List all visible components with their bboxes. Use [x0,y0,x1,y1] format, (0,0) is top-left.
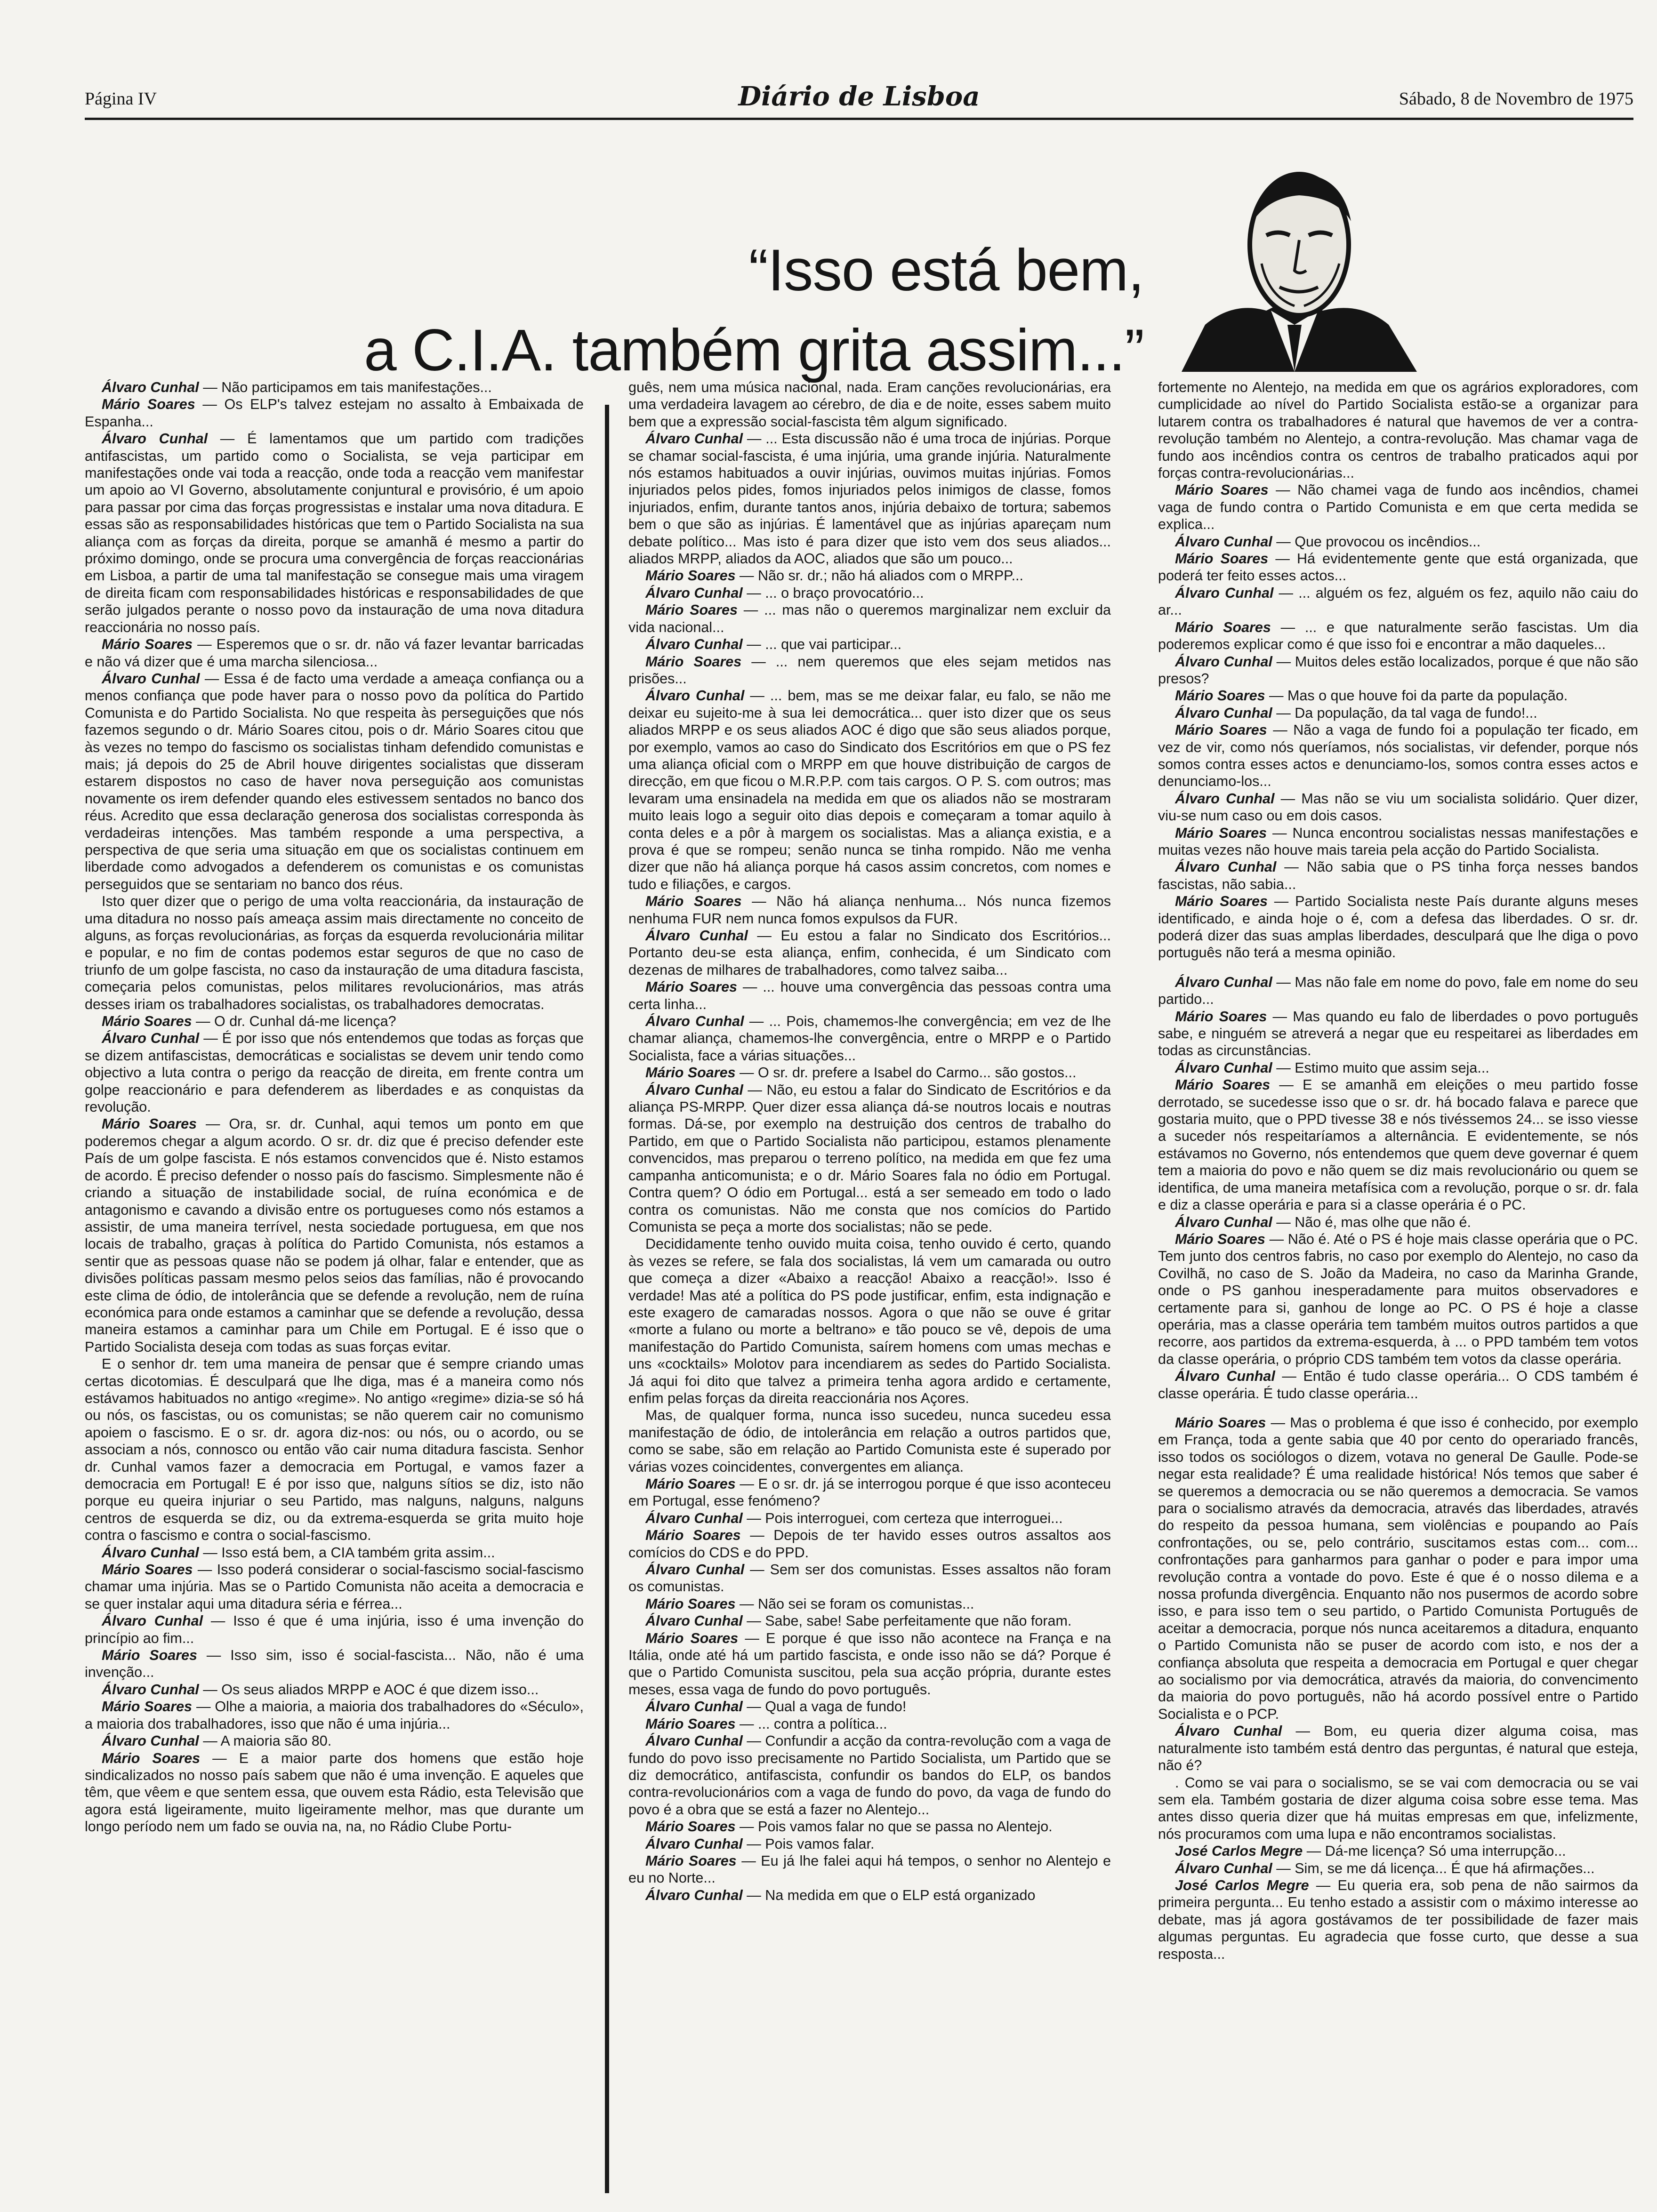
speaker-name: Álvaro Cunhal [102,1733,199,1749]
speaker-name: Álvaro Cunhal [102,1544,199,1561]
dialogue-paragraph: Álvaro Cunhal — Os seus aliados MRPP e AOC é que dizem isso... [102,1681,539,1698]
speaker-name: Mário Soares [645,568,736,584]
newspaper-title: Diário de Lisboa [738,81,980,112]
article-column-1 [85,379,584,2205]
dialogue-paragraph: Mário Soares — Esperemos que o sr. dr. não vá fazer levantar barricadas e não vá dizer que é uma marcha silenciosa... [85,636,584,670]
headline-line-2: a C.I.A. também grita assim...” [364,318,1144,383]
speech-text: Não sr. dr.; não há aliados com o MRPP... [758,568,1023,584]
speaker-name: Álvaro Cunhal [645,1699,743,1715]
dialogue-paragraph [628,379,1111,430]
speaker-name: Álvaro Cunhal [1175,1723,1282,1739]
dialogue-paragraph: Mário Soares — Partido Socialista neste País durante alguns meses identificado, e ainda hoje o é, com a defesa das liberdades. O sr. dr. poderá dizer das suas amplas liberdades, desculpará que lhe diga o povo português não terá a mesma opinião. [1158,893,1638,961]
dialogue-paragraph: Álvaro Cunhal — Sabe, sabe! Sabe perfeitamente que não foram. [645,1613,1072,1629]
speech-text: ... mas não o queremos marginalizar nem excluir da vida nacional... [628,602,1111,635]
speech-text: Mas o que houve foi da parte da população. [1287,688,1568,704]
dialogue-paragraph: Mário Soares — ... nem queremos que eles sejam metidos nas prisões... [628,653,1111,687]
dialogue-paragraph: Mário Soares — Não é. Até o PS é hoje mais classe operária que o PC. Tem junto dos centros fabris, no caso por exemplo do Alentejo, no caso da Covilhã, no caso de S. João da Madeira, no caso da Marinha Grande, onde o PS ganhou inesperadamente para muitos observadores e certamente para si, ganhou de longe ao PC. O PS é hoje a classe operária, mas a classe operária tem também muitos outros partidos a que recorre, aos partidos da extrema-esquerda, à ... o PPD também tem votos da classe operária, o próprio CDS também tem votos da classe operária. [1158,1231,1638,1367]
speaker-name: Álvaro Cunhal [102,1030,200,1047]
dialogue-paragraph: Mário Soares — E a maior parte dos homens que estão hoje sindicalizados no nosso país sabem que não é uma invenção. E aqueles que têm, que vêem e que sentem essa, que ouvem esta Rádio, esta Televisão que agora está ligeiramente, muito ligeiramente melhor, mas que durante um longo período nem um fado se ouvia na, na, no Rádio Clube Portu- [85,1750,584,1835]
speaker-name: Mário Soares [1175,619,1271,635]
dialogue-paragraph: Álvaro Cunhal — ... bem, mas se me deixar falar, eu falo, se não me deixar eu sujeito-me à sua lei democrática... quer isto dizer que os seus aliados MRPP e os seus aliados AOC é digo que são seus aliados porque, por exemplo, vamos ao caso do Sindicato dos Escritórios em que o PS fez uma aliança oficial com o MRPP em que houve distribuição de cargos de direcção, em que ficou o M.R.P.P. com tais cargos. O P. S. com outros; mas levaram uma ensinadela na medida em que os aliados não se mostraram muito leais logo a seguir oito dias depois e começaram a tomar aquilo à conta deles e a pôr à margem os socialistas. Mas a aliança existia, e a prova é que se rompeu; senão nunca se tinha rompido. Não me venha dizer que não há aliança porque há casos assim concretos, com nomes e tudo e filiações, e cargos. [628,688,1111,892]
speaker-name: Álvaro Cunhal [1175,585,1274,601]
dialogue-paragraph: Álvaro Cunhal — Pois interroguei, com certeza que interroguei... [645,1510,1063,1526]
speech-text: ... nem queremos que eles sejam metidos nas prisões... [628,653,1111,687]
speech-text: Não a vaga de fundo foi a população ter ficado, em vez de vir, como nós queríamos, nós socialistas, vir defender, porque nós somos contra esses actos e denunciamo-los, somos contra esses actos e denunciamo-los... [1158,722,1638,790]
speech-text: Os ELP's talvez estejam no assalto à Embaixada de Espanha... [85,396,584,430]
dialogue-paragraph: Mário Soares — Os ELP's talvez estejam no assalto à Embaixada de Espanha... [85,396,584,430]
speech-text: Essa é de facto uma verdade a ameaça confiança ou a menos confiança que pode haver para o nosso povo da política do Partido Comunista e do Partido Socialista. No que respeita às perseguições que nós fazemos segundo o dr. Mário Soares citou, pois o dr. Mário Soares citou que às vezes no tempo do fascismo os socialistas tinham defendido comunistas e mais; já depois do 25 de Abril houve dirigentes socialistas que disseram estarem dispostos no caso de haver nova perseguição aos comunistas novamente os irem defender quando eles estivessem sentados no banco dos réus. Acredito que essa declaração generosa dos socialistas corresponda às verdadeiras intenções. Mas também responde a uma perspectiva, a perspectiva de que seria uma situação em que os socialistas continuem em liberdade como advogados a defenderem os comunistas e os comunistas perseguidos que se sentariam no banco dos réus. [85,670,584,892]
dialogue-paragraph: Álvaro Cunhal — Eu estou a falar no Sindicato dos Escritórios... Portanto deu-se esta aliança, enfim, conhecida, é um Sindicato com dezenas de milhares de trabalhadores, como talvez saiba... [628,928,1111,978]
dialogue-paragraph: Mário Soares — Mas o problema é que isso é conhecido, por exemplo em França, toda a gente sabia que 40 por cento do operariado francês, isso todos os sociólogos o dizem, votava no general De Gaulle. Pode-se negar esta realidade? É uma realidade histórica! Nós temos que saber é se queremos a democracia ou se não queremos a democracia. Se vamos para o socialismo através da democracia, através das liberdades, através do respeito da pessoa humana, sem violências e poupando ao País confrontações, ou se, pelo contrário, suscitamos estas com... com... confrontações para ganharmos para ganhar o poder e para impor uma revolução contra a vontade do povo. Este é que é o nosso dilema e a nossa profunda divergência. Enquanto não nos pusermos de acordo sobre isso, e para isso tem o seu partido, o Partido Comunista Português de aceitar a democracia, porque nós nunca aceitaremos a ditadura, enquanto o Partido Comunista não se puser de acordo com isto, e nos der a confiança absoluta que respeita a democracia em Portugal e quer chegar ao socialismo por via democrática, através da maioria, do convencimento da maioria do povo português, não há acordo possível entre o Partido Socialista e o PCP. [1158,1414,1638,1722]
dialogue-paragraph [628,1235,1111,1407]
dialogue-paragraph: Mário Soares — Não sei se foram os comunistas... [645,1595,974,1612]
speaker-name: Álvaro Cunhal [1175,1059,1272,1076]
speech-text: Bom, eu queria dizer alguma coisa, mas naturalmente isto também está dentro das perguntas, é natural que esteja, não é? [1158,1723,1638,1774]
speech-text: O dr. Cunhal dá-me licença? [214,1013,396,1030]
speech-text: Pois vamos falar no que se passa no Alentejo. [758,1819,1053,1835]
speaker-name: Álvaro Cunhal [1175,653,1272,670]
speech-text: É por isso que nós entendemos que todas as forças que se dizem antifascistas, democráticas e socialistas se devem unir tendo como objectivo a luta contra o perigo da reacção de direita, em frente contra um golpe reaccionário e para defenderem as liberdades e as conquistas da revolução. [85,1030,584,1115]
speaker-name: Álvaro Cunhal [645,1887,743,1903]
speaker-name: Mário Soares [1175,893,1268,910]
speaker-name: Mário Soares [645,602,738,618]
speech-text: Isso sim, isso é social-fascista... Não, não é uma invenção... [85,1647,584,1681]
speech-text: Mas o problema é que isso é conhecido, por exemplo em França, toda a gente sabia que 40 por cento do operariado francês, isso todos os sociólogos o dizem, votava no general De Gaulle. Pode-se negar esta realidade? É uma realidade histórica! Nós temos que saber é se queremos a democracia ou se não queremos a democracia. Se vamos para o socialismo através da democracia, através das liberdades, através do respeito da pessoa humana, sem violências e poupando ao País confrontações, ou se, pelo contrário, suscitamos estas com... com... confrontações para ganharmos para ganhar o poder e para impor uma revolução contra a vontade do povo. Este é que é o nosso dilema e a nossa profunda divergência. Enquanto não nos pusermos de acordo sobre isso, e para isso tem o seu partido, o Partido Comunista Português de aceitar a democracia, porque nós nunca aceitaremos a ditadura, enquanto o Partido Comunista não se puser de acordo com isto, e nos der a confiança absoluta que respeita a democracia em Portugal e quer chegar ao socialismo por via democrática, através da maioria, do convencimento da maioria do povo português, não há acordo possível entre o Partido Socialista e o PCP. [1158,1414,1638,1722]
speech-text: Isto quer dizer que o perigo de uma volta reaccionária, da instauração de uma ditadura no nosso país ameaça assim mais directamente no conceito de alguns, as forças revolucionárias, as forças da esquerda revolucionária militar e popular, e no fim de contas podemos estar seguros de que no caso de triunfo de um golpe fascista, no caso da instauração de uma ditadura fascista, começaria pelos comunistas, pelos militares revolucionários, mas atrás desses iriam os trabalhadores socialistas, os trabalhadores democratas. [85,893,584,1012]
speaker-name: Mário Soares [102,396,195,413]
dialogue-paragraph [1158,379,1638,481]
speech-text: Eu queria era, sob pena de não sairmos da primeira pergunta... Eu tenho estado a assistir com o máximo interesse ao debate, mas já agora gostávamos de ter possibilidade de fazer mais algumas perguntas. Eu agradecia que fosse curto, que desse a sua resposta... [1158,1877,1638,1962]
speech-text: Não, eu estou a falar do Sindicato de Escritórios e da aliança PS-MRPP. Quer dizer essa aliança dá-se noutros locais e noutras formas. Dá-se, por exemplo na destruição dos centros de trabalho do Partido, em que o Partido Socialista não participou, estamos plenamente convencidos, mas preparou o terreno político, na medida em que fez uma campanha anticomunista; e o dr. Mário Soares fala no ódio em Portugal. Contra quem? O ódio em Portugal... está a ser semeado em todo o lado contra os comunistas. Não me consta que nos comícios do Partido Comunista se peça a morte dos socialistas; não se pede. [628,1082,1111,1235]
speech-text: . Como se vai para o socialismo, se se vai com democracia ou se vai sem ela. Também gostaria de dizer alguma coisa sobre esse tema. Mas antes disso queria dizer que há muitas empresas em que, infelizmente, nós procuramos com uma lupa e não encontramos socialistas. [1158,1774,1638,1842]
article-column-3 [1158,379,1638,2205]
dialogue-paragraph: Álvaro Cunhal — É por isso que nós entendemos que todas as forças que se dizem antifascistas, democráticas e socialistas se devem unir tendo como objectivo a luta contra o perigo da reacção de direita, em frente contra um golpe reaccionário e para defenderem as liberdades e as conquistas da revolução. [85,1030,584,1115]
article-column-2 [628,379,1111,2205]
dialogue-paragraph: Álvaro Cunhal — ... o braço provocatório... [645,585,924,601]
speech-text: E o sr. dr. já se interrogou porque é que isso aconteceu em Portugal, esse fenómeno? [628,1476,1111,1509]
speech-text: Estimo muito que assim seja... [1295,1059,1489,1076]
speech-text: Olhe a maioria, a maioria dos trabalhadores do «Século», a maioria dos trabalhadores, isso que não é uma injúria... [85,1699,584,1732]
dialogue-paragraph: José Carlos Megre — Eu queria era, sob pena de não sairmos da primeira pergunta... Eu tenho estado a assistir com o máximo interesse ao debate, mas já agora gostávamos de ter possibilidade de fazer mais algumas perguntas. Eu agradecia que fosse curto, que desse a sua resposta... [1158,1877,1638,1962]
speech-text: E a maior parte dos homens que estão hoje sindicalizados no nosso país sabem que não é uma invenção. E aqueles que têm, que vêem e que sentem essa, que ouvem esta Rádio, esta Televisão que agora está ligeiramente, muito ligeiramente melhor, mas que durante um longo período nem um fado se ouvia na, na, no Rádio Clube Portu- [85,1750,584,1835]
speech-text: Na medida em que o ELP está organizado [765,1887,1036,1903]
speech-text: Esperemos que o sr. dr. não vá fazer levantar barricadas e não vá dizer que é uma marcha silenciosa... [85,636,584,670]
speech-text: guês, nem uma música nacional, nada. Eram canções revolucionárias, era uma verdadeira lavagem ao cérebro, de dia e de noite, esses sabem muito bem que a expressão social-fascista têm algum significado. [628,379,1111,430]
dialogue-paragraph: Mário Soares — Ora, sr. dr. Cunhal, aqui temos um ponto em que poderemos chegar a algum acordo. O sr. dr. diz que é preciso defender este País de um golpe fascista. E nós estamos convencidos que é. Nisto estamos de acordo. É preciso defender o nosso país do fascismo. Simplesmente não é criando a situação de instabilidade social, de ruína económica e de antagonismo e cavando a divisão entre os portugueses como nós estamos a assistir, de uma maneira terrível, nesta sociedade portuguesa, em que nos locais de trabalho, graças à política do Partido Comunista, nós estamos a sentir que as pessoas quase não se podem já olhar, falar e entender, que as divisões políticas passam mesmo pelos seios das famílias, não é provocando este clima de ódio, de intolerância que se defende a revolução, nem de ruína económica para onde estamos a caminhar que se defende a revolução, dessa maneira estamos a caminhar para um Chile em Portugal. E é isso que o Partido Socialista deseja com todas as suas forças evitar. [85,1116,584,1355]
speech-text: Pois interroguei, com certeza que interroguei... [765,1510,1063,1526]
article-headline [198,231,1144,391]
dialogue-paragraph: Mário Soares — Nunca encontrou socialistas nessas manifestações e muitas vezes não houve mais tareia pela acção do Partido Socialista. [1158,825,1638,858]
speech-text: Eu estou a falar no Sindicato dos Escritórios... Portanto deu-se esta aliança, enfim, conhecida, é um Sindicato com dezenas de milhares de trabalhadores, como talvez saiba... [628,928,1111,978]
speech-text: fortemente no Alentejo, na medida em que os agrários exploradores, com cumplicidade ao nível do Partido Socialista estão-se a organizar para lutarem contra os trabalhadores é natural que havemos de ver a contra-revolução também no Alentejo, a contra-revolução. Mas chamar vaga de fundo aos incêndios contra os centros de trabalho praticados aqui por forças contra-revolucionárias... [1158,379,1638,481]
speech-text: Isso está bem, a CIA também grita assim... [221,1544,495,1561]
speaker-name: Álvaro Cunhal [102,1681,199,1698]
dialogue-paragraph [85,1355,584,1544]
dialogue-paragraph: Mário Soares — ... contra a política... [645,1715,887,1732]
dialogue-paragraph: Álvaro Cunhal — Não, eu estou a falar do Sindicato de Escritórios e da aliança PS-MRPP. Quer dizer essa aliança dá-se noutros locais e noutras formas. Dá-se, por exemplo na destruição dos centros de trabalho do Partido, em que o Partido Socialista não participou, estamos plenamente convencidos, mas preparou o terreno político, na medida em que fez uma campanha anticomunista; e o dr. Mário Soares fala no ódio em Portugal. Contra quem? O ódio em Portugal... está a ser semeado em todo o lado contra os comunistas. Não me consta que nos comícios do Partido Comunista se peça a morte dos socialistas; não se pede. [628,1082,1111,1235]
column-divider [605,405,609,2193]
speech-text: ... contra a política... [758,1715,887,1732]
dialogue-paragraph: José Carlos Megre — Dá-me licença? Só uma interrupção... [1175,1843,1566,1859]
dialogue-paragraph: Álvaro Cunhal — Bom, eu queria dizer alguma coisa, mas naturalmente isto também está dentro das perguntas, é natural que esteja, não é? [1158,1723,1638,1774]
speaker-name: Álvaro Cunhal [645,1510,743,1526]
speaker-name: Mário Soares [645,1715,736,1732]
speaker-name: Mário Soares [1175,1077,1271,1093]
dialogue-paragraph: Mário Soares — Não a vaga de fundo foi a população ter ficado, em vez de vir, como nós queríamos, nós socialistas, vir defender, porque nós somos contra esses actos e denunciamo-los, somos contra esses actos e denunciamo-los... [1158,722,1638,790]
speech-text: Mas não se viu um socialista solidário. Quer dizer, viu-se num caso ou em dois casos. [1158,790,1638,824]
speech-text: ... que vai participar... [765,636,902,653]
dialogue-paragraph: Álvaro Cunhal — Sem ser dos comunistas. Esses assaltos não foram os comunistas. [628,1562,1111,1595]
speaker-name: Álvaro Cunhal [645,431,743,447]
dialogue-paragraph: Mário Soares — Não sr. dr.; não há aliados com o MRPP... [645,568,1023,584]
dialogue-paragraph: Álvaro Cunhal — Não participamos em tais manifestações... [102,379,492,395]
masthead [85,81,1633,120]
dialogue-paragraph: Mário Soares — ... mas não o queremos marginalizar nem excluir da vida nacional... [628,602,1111,635]
dialogue-paragraph: Álvaro Cunhal — Pois vamos falar. [645,1835,875,1852]
speaker-name: Mário Soares [645,1476,736,1492]
dialogue-paragraph: Álvaro Cunhal — ... alguém os fez, alguém os fez, aquilo não caiu do ar... [1158,585,1638,618]
dialogue-paragraph: Álvaro Cunhal — Que provocou os incêndios... [1175,533,1481,550]
speaker-name: Mário Soares [645,1595,736,1612]
speaker-name: Mário Soares [102,1562,193,1578]
speaker-name: Mário Soares [1175,688,1265,704]
speaker-name: Álvaro Cunhal [645,1613,743,1629]
speech-text: ... o braço provocatório... [765,585,924,601]
speaker-name: Álvaro Cunhal [1175,1368,1275,1385]
dialogue-paragraph: Álvaro Cunhal — Mas não se viu um socialista solidário. Quer dizer, viu-se num caso ou em dois casos. [1158,790,1638,824]
dialogue-paragraph: Álvaro Cunhal — Estimo muito que assim seja... [1175,1059,1489,1076]
dialogue-paragraph: Álvaro Cunhal — Isso é que é uma injúria, isso é uma invenção do princípio ao fim... [85,1613,584,1646]
speech-text: Dá-me licença? Só uma interrupção... [1325,1843,1566,1859]
dialogue-paragraph: Mário Soares — E o sr. dr. já se interrogou porque é que isso aconteceu em Portugal, esse fenómeno? [628,1476,1111,1509]
dialogue-paragraph: Álvaro Cunhal — É lamentamos que um partido com tradições antifascistas, um partido como o Socialista, se veja participar em manifestações onde vai toda a reacção, onde toda a reacção vem manifestar um apoio ao VI Governo, absolutamente conjuntural e provisório, é um apoio para passar por cima das forças progressistas e instalar uma nova ditadura. E essas são as responsabilidades históricas que tem o Partido Socialista na sua aliança com as forças da direita, porque se amanhã é mesmo a partir do próximo domingo, onde se procura uma convergência de forças reaccionárias em Lisboa, a partir de uma tal manifestação se consegue mais uma viragem de direita ficam com responsabilidades históricas e responsabilidades de que serão julgados perante o nosso povo da instauração de uma nova ditadura reaccionária no nosso país. [85,431,584,635]
dialogue-paragraph: Álvaro Cunhal — Isso está bem, a CIA também grita assim... [102,1544,495,1561]
speech-text: Muitos deles estão localizados, porque é que não são presos? [1158,653,1638,687]
dialogue-paragraph: Álvaro Cunhal — Não é, mas olhe que não é. [1175,1214,1471,1230]
speaker-name: Álvaro Cunhal [645,928,748,944]
speech-text: Mas quando eu falo de liberdades o povo português sabe, e ninguém se atreverá a negar que eu respeitarei as liberdades em todas as circunstâncias. [1158,1008,1638,1059]
speaker-name: Mário Soares [645,653,742,670]
paragraph-gap [1158,1402,1638,1414]
speech-text: Sim, se me dá licença... É que há afirmações... [1295,1860,1595,1876]
speaker-name: Álvaro Cunhal [1175,705,1272,721]
speech-text: E porque é que isso não acontece na França e na Itália, onde até há um partido fascista, e onde isso não se dá? Porque é que o Partido Comunista suscitou, pela sua acção própria, durante estes meses, essa vaga de fundo do povo português. [628,1630,1111,1698]
speech-text: Sem ser dos comunistas. Esses assaltos não foram os comunistas. [628,1562,1111,1595]
speech-text: Isso poderá considerar o social-fascismo social-fascismo chamar uma injúria. Mas se o Partido Comunista não aceita a democracia e se quer instalar aqui uma ditadura séria e férrea... [85,1562,584,1612]
speech-text: Não é, mas olhe que não é. [1295,1214,1471,1230]
speech-text: Pois vamos falar. [765,1835,875,1852]
speaker-name: Mário Soares [102,1699,193,1715]
speaker-name: Álvaro Cunhal [102,431,208,447]
speech-text: Isso é que é uma injúria, isso é uma invenção do princípio ao fim... [85,1613,584,1646]
dialogue-paragraph: Álvaro Cunhal — Não sabia que o PS tinha força nesses bandos fascistas, não sabia... [1158,859,1638,892]
speech-text: Os seus aliados MRPP e AOC é que dizem isso... [221,1681,539,1698]
speech-text: Partido Socialista neste País durante alguns meses identificado, e ainda hoje o é, com a defesa das liberdades. O sr. dr. poderá dizer das suas amplas liberdades, desculpará que lhe diga o povo português não terá a mesma opinião. [1158,893,1638,961]
dialogue-paragraph: Mário Soares — Isso poderá considerar o social-fascismo social-fascismo chamar uma injúria. Mas se o Partido Comunista não aceita a democracia e se quer instalar aqui uma ditadura séria e férrea... [85,1562,584,1612]
speaker-name: Álvaro Cunhal [1175,1860,1272,1876]
speaker-name: Mário Soares [1175,825,1267,841]
speech-text: Nunca encontrou socialistas nessas manifestações e muitas vezes não houve mais tareia pela acção do Partido Socialista. [1158,825,1638,858]
issue-date: Sábado, 8 de Novembro de 1975 [1399,89,1633,109]
speaker-name: Mário Soares [645,893,742,910]
speech-text: Que provocou os incêndios... [1295,533,1481,550]
speech-text: Confundir a acção da contra-revolução com a vaga de fundo do povo isso precisamente no Partido Socialista, um Partido que se diz democrático, antifascista, confundir os bandos do ELP, os bandos contra-revolucionários com a vaga de fundo do povo, da vaga de fundo do povo é a obra que se está a fazer no Alentejo... [628,1733,1111,1818]
speech-text: Então é tudo classe operária... O CDS também é classe operária. É tudo classe operária... [1158,1368,1638,1402]
dialogue-paragraph: Mário Soares — Pois vamos falar no que se passa no Alentejo. [645,1819,1053,1835]
speaker-name: Mário Soares [1175,1231,1265,1247]
speech-text: Da população, da tal vaga de fundo!... [1295,705,1537,721]
dialogue-paragraph: Álvaro Cunhal — Da população, da tal vaga de fundo!... [1175,705,1537,721]
speech-text: ... bem, mas se me deixar falar, eu falo, se não me deixar eu sujeito-me à sua lei democrática... quer isto dizer que os seus aliados MRPP e os seus aliados AOC é digo que são seus aliados porque, por exemplo, vamos ao caso do Sindicato dos Escritórios em que o PS fez uma aliança oficial com o MRPP em que houve distribuição de cargos de direcção, em que ficou o M.R.P.P. com tais cargos. O P. S. com outros; mas levaram uma ensinadela na medida em que os aliados não se mostraram muito leais logo a seguir oito dias depois e começaram a tomar aquilo à conta deles e a pôr à margem os socialistas. Mas a aliança existia, e a prova é que se rompeu; senão nunca se tinha rompido. Não me venha dizer que não há aliança porque há casos assim concretos, com nomes e tudo e filiações, e cargos. [628,688,1111,892]
speaker-name: Mário Soares [102,1647,197,1664]
speech-text: A maioria são 80. [220,1733,332,1749]
speech-text: Não sei se foram os comunistas... [758,1595,974,1612]
speaker-name: Mário Soares [645,1819,736,1835]
dialogue-paragraph [628,1407,1111,1475]
speech-text: Eu já lhe falei aqui há tempos, o senhor no Alentejo e eu no Norte... [628,1852,1111,1886]
dialogue-paragraph: Mário Soares — Olhe a maioria, a maioria dos trabalhadores do «Século», a maioria dos trabalhadores, isso que não é uma injúria... [85,1699,584,1732]
speech-text: Não participamos em tais manifestações... [221,379,492,395]
speaker-name: Álvaro Cunhal [645,585,743,601]
speech-text: É lamentamos que um partido com tradições antifascistas, um partido como o Socialista, se veja participar em manifestações onde vai toda a reacção, onde toda a reacção vem manifestar um apoio ao VI Governo, absolutamente conjuntural e provisório, é um apoio para passar por cima das forças progressistas e instalar uma nova ditadura. E essas são as responsabilidades históricas que tem o Partido Socialista na sua aliança com as forças da direita, porque se amanhã é mesmo a partir do próximo domingo, onde se procura uma convergência de forças reaccionárias em Lisboa, a partir de uma tal manifestação se consegue mais uma viragem de direita ficam com responsabilidades históricas e responsabilidades de que serão julgados perante o nosso povo da instauração de uma nova ditadura reaccionária no nosso país. [85,431,584,635]
dialogue-paragraph: Álvaro Cunhal — ... Pois, chamemos-lhe convergência; em vez de lhe chamar aliança, chamemos-lhe convergência, entre o MRPP e o Partido Socialista, face a várias situações... [628,1013,1111,1064]
speech-text: Mas não fale em nome do povo, fale em nome do seu partido... [1158,974,1638,1008]
speaker-name: Álvaro Cunhal [645,1733,743,1749]
speech-text: O sr. dr. prefere a Isabel do Carmo... são gostos... [758,1065,1077,1081]
speech-text: E o senhor dr. tem uma maneira de pensar que é sempre criando umas certas dicotomias. É desculpará que lhe diga, mas é a maneira como nós estávamos habituados no antigo «regime». No antigo «regime» dizia-se só há ou nós, os fascistas, ou os comunistas; se não querem cair no comunismo apoiem o fascismo. E o sr. dr. agora diz-nos: ou nós, ou o acordo, ou se associam a nós, connosco ou então vão cair numa ditadura fascista. Senhor dr. Cunhal vamos fazer a democracia em Portugal, e vamos fazer a democracia em Portugal! E é por isso que, nalguns sítios se diz, isto não porque eu queira injuriar o seu Partido, mas nalguns, nalguns, nalguns centros de esquerda se diz, ou da extrema-esquerda se grita muito hoje contra o fascismo e contra o social-fascismo. [85,1356,584,1544]
dialogue-paragraph: Mário Soares — Não chamei vaga de fundo aos incêndios, chamei vaga de fundo contra o Partido Comunista e em que certa medida se explica... [1158,482,1638,533]
speaker-name: Mário Soares [102,636,193,653]
speech-text: Não chamei vaga de fundo aos incêndios, chamei vaga de fundo contra o Partido Comunista e em que certa medida se explica... [1158,482,1638,533]
dialogue-paragraph: Mário Soares — O sr. dr. prefere a Isabel do Carmo... são gostos... [645,1065,1077,1081]
speaker-name: Álvaro Cunhal [1175,533,1272,550]
speech-text: ... e que naturalmente serão fascistas. Um dia poderemos explicar como é que isso foi e encontrar a mão daqueles... [1158,619,1638,653]
speaker-name: Álvaro Cunhal [1175,974,1272,990]
dialogue-paragraph: Mário Soares — O dr. Cunhal dá-me licença? [102,1013,396,1030]
speaker-name: Álvaro Cunhal [645,1835,743,1852]
speech-text: Ora, sr. dr. Cunhal, aqui temos um ponto em que poderemos chegar a algum acordo. O sr. dr. diz que é preciso defender este País de um golpe fascista. E nós estamos convencidos que é. Nisto estamos de acordo. É preciso defender o nosso país do fascismo. Simplesmente não é criando a situação de instabilidade social, de ruína económica e de antagonismo e cavando a divisão entre os portugueses como nós estamos a assistir, de uma maneira terrível, nesta sociedade portuguesa, em que nos locais de trabalho, graças à política do Partido Comunista, nós estamos a sentir que as pessoas quase não se podem já olhar, falar e entender, que as divisões políticas passam mesmo pelos seios das famílias, não é provocando este clima de ódio, de intolerância que se defende a revolução, nem de ruína económica para onde estamos a caminhar que se defende a revolução, dessa maneira estamos a caminhar para um Chile em Portugal. E é isso que o Partido Socialista deseja com todas as suas forças evitar. [85,1116,584,1355]
dialogue-paragraph: Mário Soares — ... houve uma convergência das pessoas contra uma certa linha... [628,979,1111,1012]
speaker-name: Álvaro Cunhal [1175,859,1277,875]
speaker-name: Álvaro Cunhal [645,1013,744,1030]
speaker-name: Mário Soares [102,1116,197,1132]
speaker-name: Mário Soares [1175,482,1269,498]
page-number: Página IV [85,89,157,109]
speech-text: ... houve uma convergência das pessoas contra uma certa linha... [628,979,1111,1012]
speaker-name: Mário Soares [1175,1008,1267,1025]
dialogue-paragraph [85,893,584,1013]
dialogue-paragraph: Mário Soares — E porque é que isso não acontece na França e na Itália, onde até há um partido fascista, e onde isso não se dá? Porque é que o Partido Comunista suscitou, pela sua acção própria, durante estes meses, essa vaga de fundo do povo português. [628,1630,1111,1698]
dialogue-paragraph: Mário Soares — ... e que naturalmente serão fascistas. Um dia poderemos explicar como é que isso foi e encontrar a mão daqueles... [1158,619,1638,653]
speaker-name: Álvaro Cunhal [102,1613,203,1629]
dialogue-paragraph: Mário Soares — Mas o que houve foi da parte da população. [1175,688,1568,704]
speaker-name: Álvaro Cunhal [102,379,199,395]
dialogue-paragraph: Álvaro Cunhal — Sim, se me dá licença... É que há afirmações... [1175,1860,1595,1876]
speaker-name: Mário Soares [645,979,737,995]
speech-text: E se amanhã em eleições o meu partido fosse derrotado, se sucedesse isso que o sr. dr. há bocado falava e parece que gostaria muito, que o PPD tivesse 38 e nós tivéssemos 24... se isso viesse a suceder nós respeitaríamos a alternância. E evidentemente, se nós estávamos no Governo, nós entendemos que quem deve governar é quem tem a maioria do povo e não quem se diz mais revolucionário ou quem se identifica, de uma maneira metafísica com a revolução, porque o sr. dr. fala e diz a classe operária e para si a classe operária é o PC. [1158,1077,1638,1213]
dialogue-paragraph: Álvaro Cunhal — Qual a vaga de fundo! [645,1699,907,1715]
speaker-name: Álvaro Cunhal [102,670,200,687]
dialogue-paragraph: Mário Soares — Mas quando eu falo de liberdades o povo português sabe, e ninguém se atreverá a negar que eu respeitarei as liberdades em todas as circunstâncias. [1158,1008,1638,1059]
dialogue-paragraph: Álvaro Cunhal — Mas não fale em nome do povo, fale em nome do seu partido... [1158,974,1638,1008]
speaker-name: Álvaro Cunhal [645,1082,743,1098]
dialogue-paragraph: Mário Soares — Não há aliança nenhuma... Nós nunca fizemos nenhuma FUR nem nunca fomos expulsos da FUR. [628,893,1111,927]
dialogue-paragraph: Álvaro Cunhal — ... Esta discussão não é uma troca de injúrias. Porque se chamar social-fascista, é uma injúria, uma grande injúria. Naturalmente nós estamos habituados a ouvir injúrias, ouvimos muitas injúrias. Fomos injuriados pelos pides, fomos injuriados pelos inimigos de classe, fomos injuriados, enfim, durante tantos anos, injúria debaixo de tortura; sabemos bem o que são as injúrias. É lamentável que as injúrias apareçam num debate político... Mas isto é para dizer que isto vem dos seus aliados... aliados MRPP, aliados da AOC, aliados que são um pouco... [628,431,1111,567]
speech-text: Qual a vaga de fundo! [765,1699,907,1715]
speaker-name: Mário Soares [645,1630,739,1646]
dialogue-paragraph: Mário Soares — Há evidentemente gente que está organizada, que poderá ter feito esses actos... [1158,551,1638,584]
dialogue-paragraph: Mário Soares — E se amanhã em eleições o meu partido fosse derrotado, se sucedesse isso que o sr. dr. há bocado falava e parece que gostaria muito, que o PPD tivesse 38 e nós tivéssemos 24... se isso viesse a suceder nós respeitaríamos a alternância. E evidentemente, se nós estávamos no Governo, nós entendemos que quem deve governar é quem tem a maioria do povo e não quem se diz mais revolucionário ou quem se identifica, de uma maneira metafísica com a revolução, porque o sr. dr. fala e diz a classe operária e para si a classe operária é o PC. [1158,1077,1638,1213]
speech-text: Sabe, sabe! Sabe perfeitamente que não foram. [765,1613,1072,1629]
dialogue-paragraph: Álvaro Cunhal — ... que vai participar... [645,636,902,653]
dialogue-paragraph: Álvaro Cunhal — Essa é de facto uma verdade a ameaça confiança ou a menos confiança que pode haver para o nosso povo da política do Partido Comunista e do Partido Socialista. No que respeita às perseguições que nós fazemos segundo o dr. Mário Soares citou, pois o dr. Mário Soares citou que às vezes no tempo do fascismo os socialistas tinham defendido comunistas e mais; já depois do 25 de Abril houve dirigentes socialistas que disseram estarem dispostos no caso de haver nova perseguição aos comunistas novamente os irem defender quando eles estivessem sentados no banco dos réus. Acredito que essa declaração generosa dos socialistas corresponda às verdadeiras intenções. Mas também responde a uma perspectiva, a perspectiva de que seria uma situação em que os socialistas continuem em liberdade como advogados a defenderem os comunistas e os comunistas perseguidos que se sentariam no banco dos réus. [85,670,584,892]
speaker-name: Álvaro Cunhal [1175,790,1275,807]
portrait-engraving-icon [1153,155,1431,372]
speech-text: ... alguém os fez, alguém os fez, aquilo não caiu do ar... [1158,585,1638,618]
speaker-name: Mário Soares [645,1852,737,1869]
speech-text: Não sabia que o PS tinha força nesses bandos fascistas, não sabia... [1158,859,1638,892]
speaker-name: José Carlos Megre [1175,1843,1303,1859]
speech-text: Mas, de qualquer forma, nunca isso sucedeu, nunca sucedeu essa manifestação de ódio, de intolerância em relação a outros partidos que, como se sabe, são em relação ao Partido Comunista este é superado por várias vozes coincidentes, convergentes em aliança. [628,1407,1111,1475]
dialogue-paragraph [1158,1774,1638,1843]
speaker-name: Álvaro Cunhal [645,636,743,653]
speech-text: Depois de ter havido esses outros assaltos aos comícios do CDS e do PPD. [628,1527,1111,1561]
dialogue-paragraph: Mário Soares — Eu já lhe falei aqui há tempos, o senhor no Alentejo e eu no Norte... [628,1852,1111,1886]
speech-text: ... Esta discussão não é uma troca de injúrias. Porque se chamar social-fascista, é uma injúria, uma grande injúria. Naturalmente nós estamos habituados a ouvir injúrias, ouvimos muitas injúrias. Fomos injuriados pelos pides, fomos injuriados pelos inimigos de classe, fomos injuriados, enfim, durante tantos anos, injúria debaixo de tortura; sabemos bem o que são as injúrias. É lamentável que as injúrias apareçam num debate político... Mas isto é para dizer que isto vem dos seus aliados... aliados MRPP, aliados da AOC, aliados que são um pouco... [628,431,1111,567]
speaker-name: Mário Soares [102,1750,201,1766]
speech-text: Não há aliança nenhuma... Nós nunca fizemos nenhuma FUR nem nunca fomos expulsos da FUR. [628,893,1111,927]
speaker-name: José Carlos Megre [1175,1877,1309,1893]
speaker-name: Álvaro Cunhal [645,688,745,704]
speaker-name: Mário Soares [1175,1414,1266,1431]
speech-text: ... Pois, chamemos-lhe convergência; em vez de lhe chamar aliança, chamemos-lhe convergência, entre o MRPP e o Partido Socialista, face a várias situações... [628,1013,1111,1064]
speech-text: Há evidentemente gente que está organizada, que poderá ter feito esses actos... [1158,551,1638,584]
speech-text: Decididamente tenho ouvido muita coisa, tenho ouvido é certo, quando às vezes se refere, se fala dos socialistas, lá vem um camarada ou outro que começa a dizer «Abaixo a reacção! Abaixo a reacção!». Isso é verdade! Mas até a política do PS pode justificar, enfim, esta indignação e este exagero de camaradas nossos. Agora o que não se ouve é gritar «morte a fulano ou morte a beltrano» e tão pouco se vê, depois de uma manifestação do Partido Comunista, saírem homens com umas mechas e uns «cocktails» Molotov para incendiarem as sedes do Partido Socialista. Já aqui foi dito que talvez a primeira tenha agora ardido e certamente, enfim pelas forças da direita reaccionária nos Açores. [628,1236,1111,1406]
dialogue-paragraph: Álvaro Cunhal — A maioria são 80. [102,1733,332,1749]
speaker-name: Mário Soares [102,1013,192,1030]
speaker-name: Mário Soares [645,1065,736,1081]
dialogue-paragraph: Álvaro Cunhal — Na medida em que o ELP está organizado [645,1887,1036,1903]
dialogue-paragraph: Álvaro Cunhal — Confundir a acção da contra-revolução com a vaga de fundo do povo isso precisamente no Partido Socialista, um Partido que se diz democrático, antifascista, confundir os bandos do ELP, os bandos contra-revolucionários com a vaga de fundo do povo, da vaga de fundo do povo é a obra que se está a fazer no Alentejo... [628,1733,1111,1818]
speaker-name: Mário Soares [645,1527,741,1544]
speaker-name: Álvaro Cunhal [645,1562,745,1578]
dialogue-paragraph: Mário Soares — Depois de ter havido esses outros assaltos aos comícios do CDS e do PPD. [628,1527,1111,1561]
speaker-name: Mário Soares [1175,722,1267,738]
speaker-name: Álvaro Cunhal [1175,1214,1272,1230]
paragraph-gap [1158,962,1638,974]
dialogue-paragraph: Mário Soares — Isso sim, isso é social-fascista... Não, não é uma invenção... [85,1647,584,1681]
dialogue-paragraph: Álvaro Cunhal — Então é tudo classe operária... O CDS também é classe operária. É tudo classe operária... [1158,1368,1638,1402]
speaker-name: Mário Soares [1175,551,1269,567]
dialogue-paragraph: Álvaro Cunhal — Muitos deles estão localizados, porque é que não são presos? [1158,653,1638,687]
speech-text: Não é. Até o PS é hoje mais classe operária que o PC. Tem junto dos centros fabris, no caso por exemplo do Alentejo, no caso da Covilhã, no caso de S. João da Madeira, no caso da Marinha Grande, onde o PS ganhou inesperadamente para muitos observadores e certamente para si, ganhou de longe ao PC. O PS é hoje a classe operária, mas a classe operária tem também muitos outros partidos a que recorre, aos partidos da extrema-esquerda, à ... o PPD também tem votos da classe operária, o próprio CDS também tem votos da classe operária. [1158,1231,1638,1367]
headline-line-1: “Isso está bem, [748,238,1144,303]
